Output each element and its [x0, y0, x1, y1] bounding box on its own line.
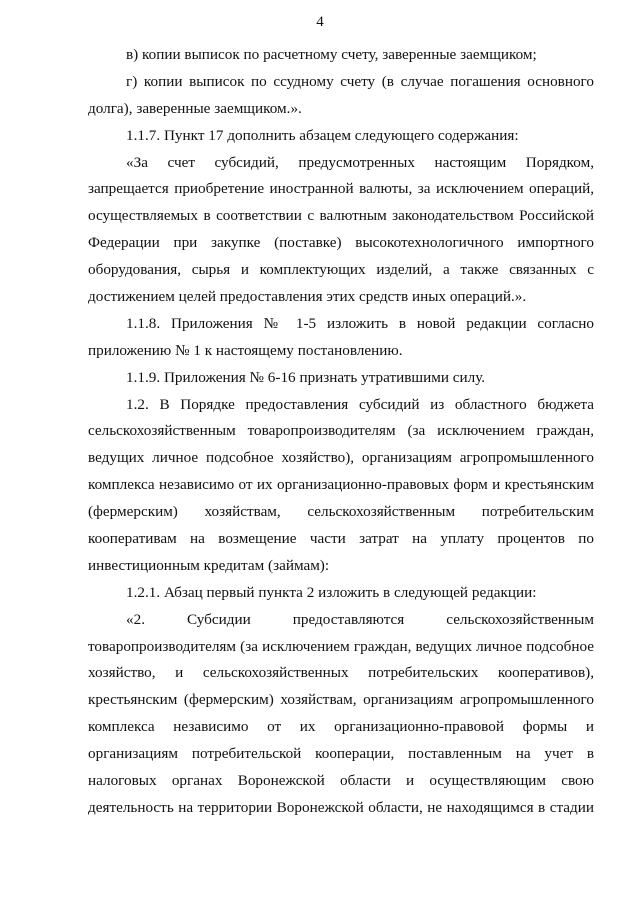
text-line: оборудования, сырья и комплектующих изделий, а также связанных с — [88, 261, 594, 279]
text-line: достижением целей предоставления этих средств иных операций.». — [88, 288, 527, 306]
text-line: запрещается приобретение иностранной валюты, за исключением операций, — [88, 180, 594, 198]
text-line: комплекса независимо от их организационно-правовой формы и — [88, 718, 594, 736]
text-line: 1.1.7. Пункт 17 дополнить абзацем следующего содержания: — [126, 126, 519, 144]
text-line: 1.2. В Порядке предоставления субсидий из областного бюджета — [126, 395, 594, 413]
text-line: товаропроизводителям (за исключением граждан, ведущих личное подсобное — [88, 637, 594, 655]
text-line: сельскохозяйственным товаропроизводителям (за исключением граждан, — [88, 422, 594, 440]
text-line: ведущих личное подсобное хозяйство), организациям агропромышленного — [88, 449, 594, 467]
text-line: Федерации при закупке (поставке) высокотехнологичного импортного — [88, 234, 594, 252]
text-line: комплекса независимо от их организационно-правовых форм и крестьянским — [88, 476, 594, 494]
text-line: 1.2.1. Абзац первый пункта 2 изложить в следующей редакции: — [126, 583, 537, 601]
text-line: приложению № 1 к настоящему постановлению. — [88, 341, 403, 359]
text-line: организациям потребительской кооперации, поставленным на учет в — [88, 745, 594, 763]
text-line: кооперативам на возмещение части затрат на уплату процентов по — [88, 530, 594, 548]
page-number: 4 — [316, 14, 324, 30]
text-line: долга), заверенные заемщиком.». — [88, 99, 302, 117]
text-line: налоговых органах Воронежской области и осуществляющим свою — [88, 772, 594, 790]
text-line: «За счет субсидий, предусмотренных настоящим Порядком, — [126, 153, 594, 171]
text-line: г) копии выписок по ссудному счету (в случае погашения основного — [126, 72, 594, 90]
text-line: инвестиционным кредитам (займам): — [88, 556, 330, 574]
text-line: хозяйство, и сельскохозяйственных потребительских кооперативов), — [88, 664, 594, 682]
text-line: деятельность на территории Воронежской области, не находящимся в стадии — [88, 798, 594, 816]
text-line: 1.1.8. Приложения № 1-5 изложить в новой редакции согласно — [126, 314, 594, 332]
text-line: осуществляемых в соответствии с валютным законодательством Российской — [88, 207, 594, 225]
text-line: в) копии выписок по расчетному счету, заверенные заемщиком; — [126, 46, 537, 63]
text-line: крестьянским (фермерским) хозяйствам, организациям агропромышленного — [88, 691, 594, 709]
document-body — [88, 42, 594, 822]
text-line: 1.1.9. Приложения № 6-16 признать утратившими силу. — [126, 368, 486, 386]
text-line: «2. Субсидии предоставляются сельскохозяйственным — [126, 610, 594, 628]
text-line: (фермерским) хозяйствам, сельскохозяйственным потребительским — [88, 503, 594, 521]
